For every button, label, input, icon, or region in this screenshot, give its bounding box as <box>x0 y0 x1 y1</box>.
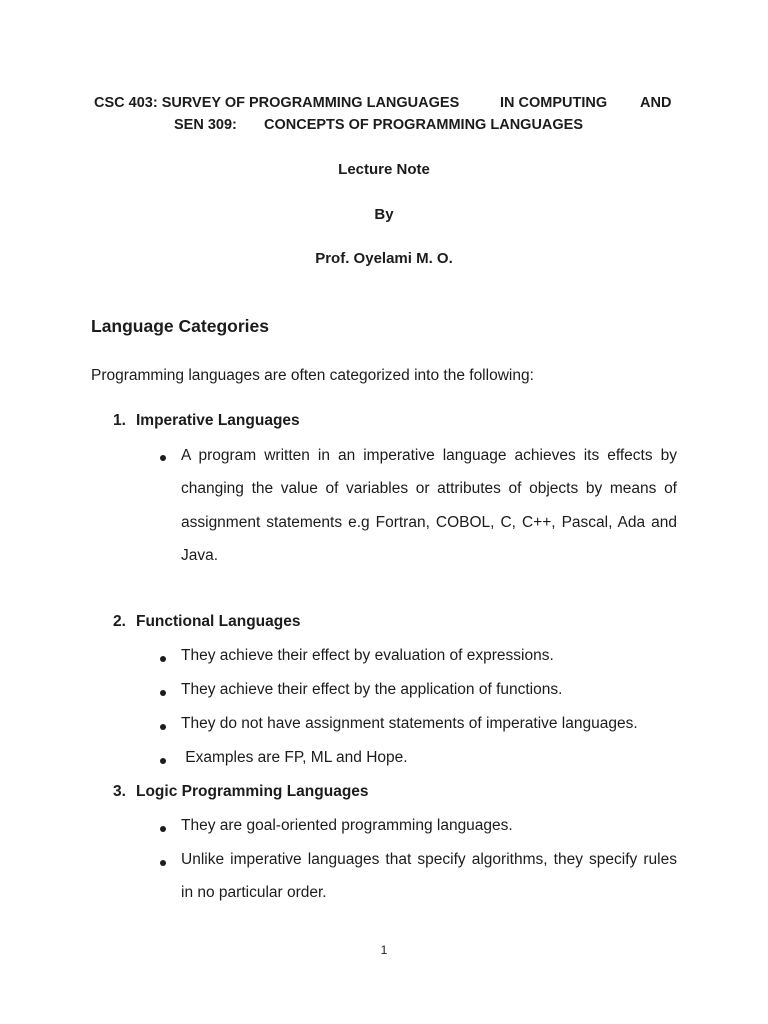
bullet-text: A program written in an imperative language achieves its effects by changing the value of variables or attributes of objects by means of assignment statements e.g Fortran, COBOL, C, C++, Pascal, Ada and Java. <box>181 447 677 564</box>
bullet-icon <box>160 656 166 662</box>
bullet-text: Unlike imperative languages that specify algorithms, they specify rules in no particular order. <box>181 851 677 902</box>
bullet-text: They are goal-oriented programming languages. <box>181 817 513 834</box>
bullet-icon <box>160 826 166 832</box>
bullet-text: Examples are FP, ML and Hope. <box>181 749 408 766</box>
category-title-functional: Functional Languages <box>136 613 301 630</box>
lecture-note-label: Lecture Note <box>338 161 430 178</box>
header-in-computing: IN COMPUTING <box>500 95 608 111</box>
bullet-text: They achieve their effect by evaluation of expressions. <box>181 647 554 664</box>
bullet-text: They do not have assignment statements of imperative languages. <box>181 715 638 732</box>
bullet-icon <box>160 455 166 461</box>
author-name: Prof. Oyelami M. O. <box>315 250 453 267</box>
section-intro: Programming languages are often categorized into the following: <box>91 367 534 384</box>
category-number: 3. <box>113 783 126 800</box>
section-heading: Language Categories <box>91 316 269 336</box>
header-course-title: CONCEPTS OF PROGRAMMING LANGUAGES <box>264 117 584 133</box>
page-number: 1 <box>380 943 388 957</box>
bullet-text: They achieve their effect by the application of functions. <box>181 681 563 698</box>
bullet-icon <box>160 690 166 696</box>
header-course-csc403: CSC 403: SURVEY OF PROGRAMMING LANGUAGES <box>94 95 460 111</box>
category-title-logic: Logic Programming Languages <box>136 783 369 800</box>
bullet-icon <box>160 724 166 730</box>
bullet-icon <box>160 860 166 866</box>
category-number: 2. <box>113 613 126 630</box>
bullet-icon <box>160 758 166 764</box>
header-and: AND <box>640 95 672 111</box>
by-label: By <box>374 206 394 223</box>
header-course-sen309: SEN 309: <box>174 117 237 133</box>
category-number: 1. <box>113 412 126 429</box>
category-title-imperative: Imperative Languages <box>136 412 300 429</box>
